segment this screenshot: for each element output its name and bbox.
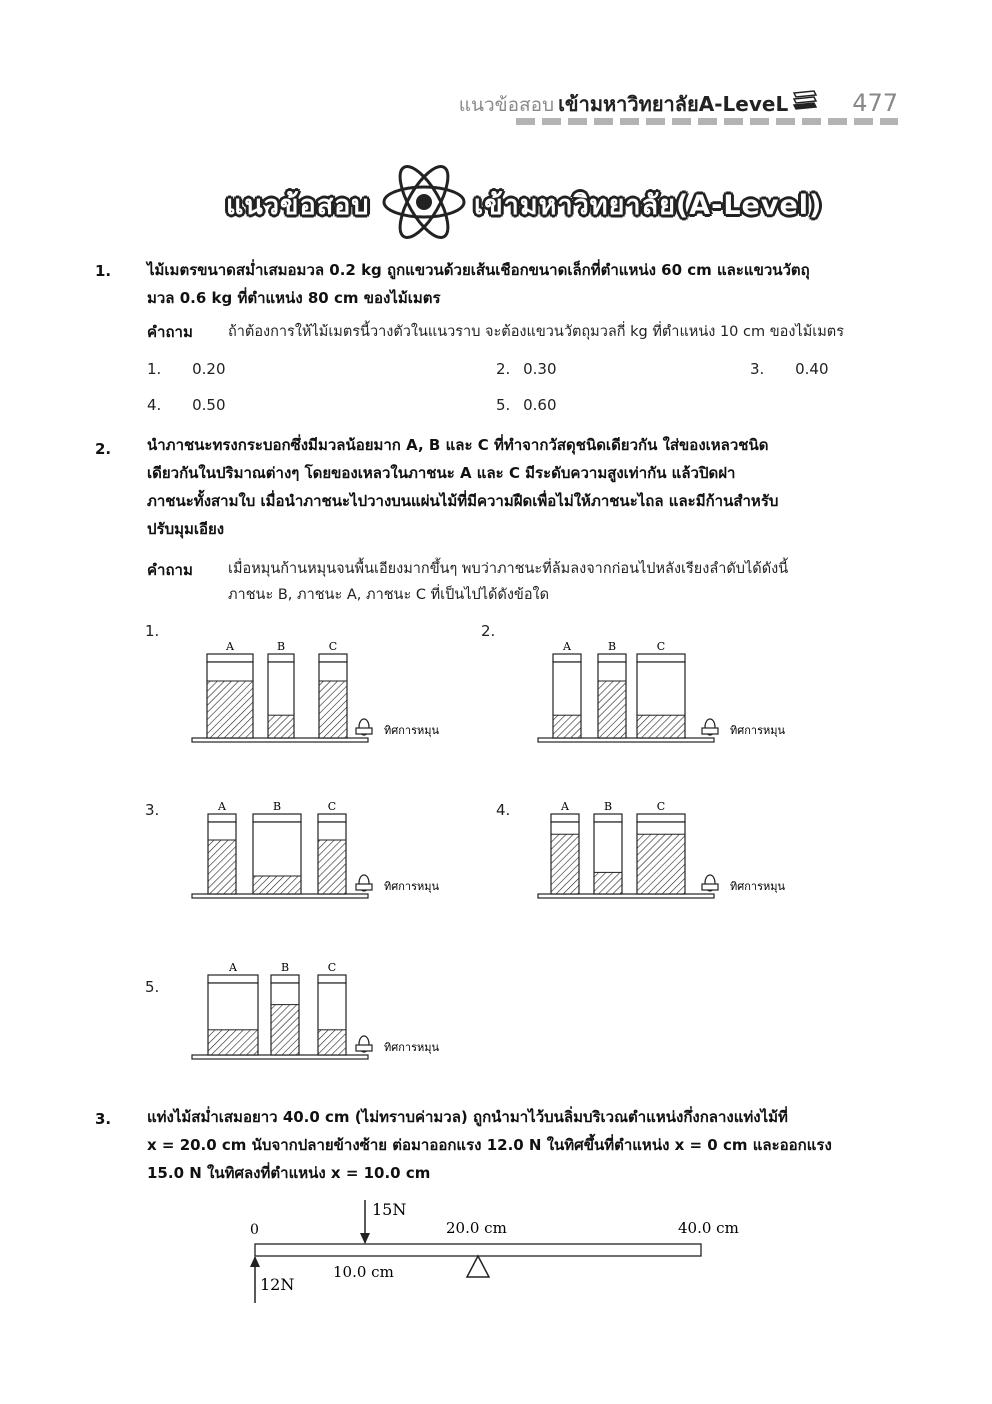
container-lid bbox=[268, 654, 294, 662]
liquid-fill bbox=[553, 715, 581, 738]
q2-text-line2: เดียวกันในปริมาณต่างๆ โดยของเหลวในภาชนะ A และ C มีระดับความสูงเท่ากัน แล้วปิดฝา bbox=[147, 464, 736, 482]
q2-diagram-1 bbox=[192, 640, 439, 742]
q1-choice-num: 2. bbox=[496, 360, 511, 378]
liquid-fill bbox=[318, 1030, 346, 1055]
q1-number: 1. bbox=[95, 262, 112, 280]
liquid-fill bbox=[319, 681, 347, 738]
label-force-up: 12N bbox=[260, 1275, 295, 1294]
label-10cm: 10.0 cm bbox=[333, 1263, 394, 1281]
container-label: C bbox=[656, 640, 666, 653]
wooden-bar bbox=[255, 1244, 701, 1256]
q1-choice-value: 0.30 bbox=[523, 360, 557, 378]
label-20cm: 20.0 cm bbox=[446, 1219, 507, 1237]
liquid-fill bbox=[551, 834, 579, 894]
q3-number: 3. bbox=[95, 1110, 112, 1128]
liquid-fill bbox=[207, 681, 253, 738]
q1-question-text: ถ้าต้องการให้ไม้เมตรนี้วางตัวในแนวราบ จะต้องแขวนวัตถุมวลกี่ kg ที่ตำแหน่ง 10 cm ของไม้เมตร bbox=[228, 324, 844, 340]
container-label: A bbox=[563, 640, 571, 653]
container-lid bbox=[208, 975, 258, 983]
q2-diagram-2 bbox=[538, 640, 785, 742]
container-lid bbox=[207, 654, 253, 662]
container-lid bbox=[551, 814, 579, 822]
rotate-direction-label: ทิศการหมุน bbox=[384, 724, 439, 737]
rotate-knob-shaft bbox=[356, 728, 372, 734]
q2-number: 2. bbox=[95, 440, 112, 458]
liquid-fill bbox=[253, 876, 301, 894]
q1-choice-num: 4. bbox=[147, 396, 162, 414]
q3-text-line2: x = 20.0 cm นับจากปลายข้างซ้าย ต่อมาออกแรง 12.0 N ในทิศขึ้นที่ตำแหน่ง x = 0 cm และออกแรง bbox=[147, 1136, 832, 1154]
container-lid bbox=[637, 654, 685, 662]
container-label: A bbox=[226, 640, 234, 653]
liquid-fill bbox=[318, 840, 346, 894]
liquid-fill bbox=[268, 715, 294, 738]
q2-text-line3: ภาชนะทั้งสามใบ เมื่อนำภาชนะไปวางบนแผ่นไม้ที่มีความฝืดเพื่อไม่ให้ภาชนะไถล และมีก้านสำหรับ bbox=[147, 492, 779, 510]
q2-diagram-5 bbox=[192, 961, 439, 1059]
q1-choice-num: 5. bbox=[496, 396, 511, 414]
rotate-direction-label: ทิศการหมุน bbox=[730, 880, 785, 893]
container-label: C bbox=[656, 800, 666, 813]
container-lid bbox=[594, 814, 622, 822]
label-force-down: 15N bbox=[372, 1200, 407, 1219]
container-label: C bbox=[328, 640, 338, 653]
q3-text bbox=[147, 1103, 899, 1187]
container-lid bbox=[598, 654, 626, 662]
header-title-bold: เข้ามหาวิทยาลัยA-LeveL bbox=[558, 92, 789, 116]
q3-text-line1: แท่งไม้สม่ำเสมอยาว 40.0 cm (ไม่ทราบค่ามวล) ถูกนำมาไว้บนลิ่มบริเวณตำแหน่งกึ่งกลางแท่งไม้ที่ bbox=[147, 1108, 788, 1126]
q2-choice-3-num: 3. bbox=[145, 801, 160, 819]
q1-choice-value: 0.50 bbox=[192, 396, 226, 414]
container-lid bbox=[319, 654, 347, 662]
container-lid bbox=[208, 814, 236, 822]
q2-question-line1: เมื่อหมุนก้านหมุนจนพื้นเอียงมากขึ้นๆ พบว่าภาชนะที่ล้มลงจากก่อนไปหลังเรียงลำดับได้ดังนี้ bbox=[228, 561, 789, 577]
container-label: B bbox=[603, 800, 613, 813]
q1-choice-value: 0.40 bbox=[795, 360, 829, 378]
rotate-knob-shaft bbox=[356, 1045, 372, 1051]
liquid-fill bbox=[637, 715, 685, 738]
rotate-direction-label: ทิศการหมุน bbox=[384, 1041, 439, 1054]
q2-question-label: คำถาม bbox=[147, 561, 193, 579]
q1-text-line2: มวล 0.6 kg ที่ตำแหน่ง 80 cm ของไม้เมตร bbox=[147, 289, 441, 307]
q2-text-line1: นำภาชนะทรงกระบอกซึ่งมีมวลน้อยมาก A, B และ C ที่ทำจากวัสดุชนิดเดียวกัน ใส่ของเหลวชนิด bbox=[147, 436, 769, 454]
liquid-fill bbox=[208, 840, 236, 894]
q2-question-line2: ภาชนะ B, ภาชนะ A, ภาชนะ C ที่เป็นไปได้ดังข้อใด bbox=[228, 587, 550, 603]
q1-choice-num: 1. bbox=[147, 360, 162, 378]
liquid-fill bbox=[594, 872, 622, 894]
q1-choice-value: 0.20 bbox=[192, 360, 226, 378]
container-label: C bbox=[327, 961, 337, 974]
rotate-knob-shaft bbox=[702, 728, 718, 734]
q2-text-line4: ปรับมุมเอียง bbox=[147, 520, 225, 538]
container-lid bbox=[271, 975, 299, 983]
page-number: 477 bbox=[852, 89, 898, 117]
rotate-direction-label: ทิศการหมุน bbox=[730, 724, 785, 737]
container-label: A bbox=[218, 800, 226, 813]
q1-question-label: คำถาม bbox=[147, 323, 193, 341]
q2-diagram-4 bbox=[538, 800, 785, 898]
liquid-fill bbox=[208, 1030, 258, 1055]
container-lid bbox=[553, 654, 581, 662]
force-down-arrowhead bbox=[360, 1233, 370, 1244]
container-lid bbox=[318, 814, 346, 822]
rotate-knob-shaft bbox=[356, 884, 372, 890]
container-label: C bbox=[327, 800, 337, 813]
rotate-knob-shaft bbox=[702, 884, 718, 890]
liquid-fill bbox=[637, 834, 685, 894]
container-label: B bbox=[272, 800, 282, 813]
q2-choice-1-num: 1. bbox=[145, 622, 160, 640]
force-up-arrowhead bbox=[250, 1256, 260, 1267]
q3-lever-diagram bbox=[230, 1195, 770, 1310]
container-lid bbox=[637, 814, 685, 822]
q2-choice-5-num: 5. bbox=[145, 978, 160, 996]
label-zero: 0 bbox=[250, 1222, 259, 1238]
q2-diagram-3 bbox=[192, 800, 439, 898]
container-label: A bbox=[229, 961, 237, 974]
liquid-fill bbox=[271, 1005, 299, 1055]
q1-text-line1: ไม้เมตรขนาดสม่ำเสมอมวล 0.2 kg ถูกแขวนด้วยเส้นเชือกขนาดเล็กที่ตำแหน่ง 60 cm และแขวนวัตถุ bbox=[147, 261, 810, 279]
container-lid bbox=[318, 975, 346, 983]
banner-left-text: แนวข้อสอบ bbox=[226, 190, 370, 221]
header-title-light: แนวข้อสอบ bbox=[458, 94, 555, 116]
liquid-fill bbox=[598, 681, 626, 738]
container-label: B bbox=[276, 640, 286, 653]
container-label: B bbox=[607, 640, 617, 653]
q1-choice-value: 0.60 bbox=[523, 396, 557, 414]
container-label: A bbox=[561, 800, 569, 813]
banner-right-text: เข้ามหาวิทยาลัย(A-Level) bbox=[474, 190, 823, 221]
label-40cm: 40.0 cm bbox=[678, 1219, 739, 1237]
container-label: B bbox=[280, 961, 290, 974]
container-lid bbox=[253, 814, 301, 822]
rotate-direction-label: ทิศการหมุน bbox=[384, 880, 439, 893]
q1-choice-num: 3. bbox=[750, 360, 765, 378]
fulcrum-wedge bbox=[467, 1256, 489, 1277]
q2-choice-2-num: 2. bbox=[481, 622, 496, 640]
q2-choice-4-num: 4. bbox=[496, 801, 511, 819]
q3-text-line3: 15.0 N ในทิศลงที่ตำแหน่ง x = 10.0 cm bbox=[147, 1164, 431, 1182]
